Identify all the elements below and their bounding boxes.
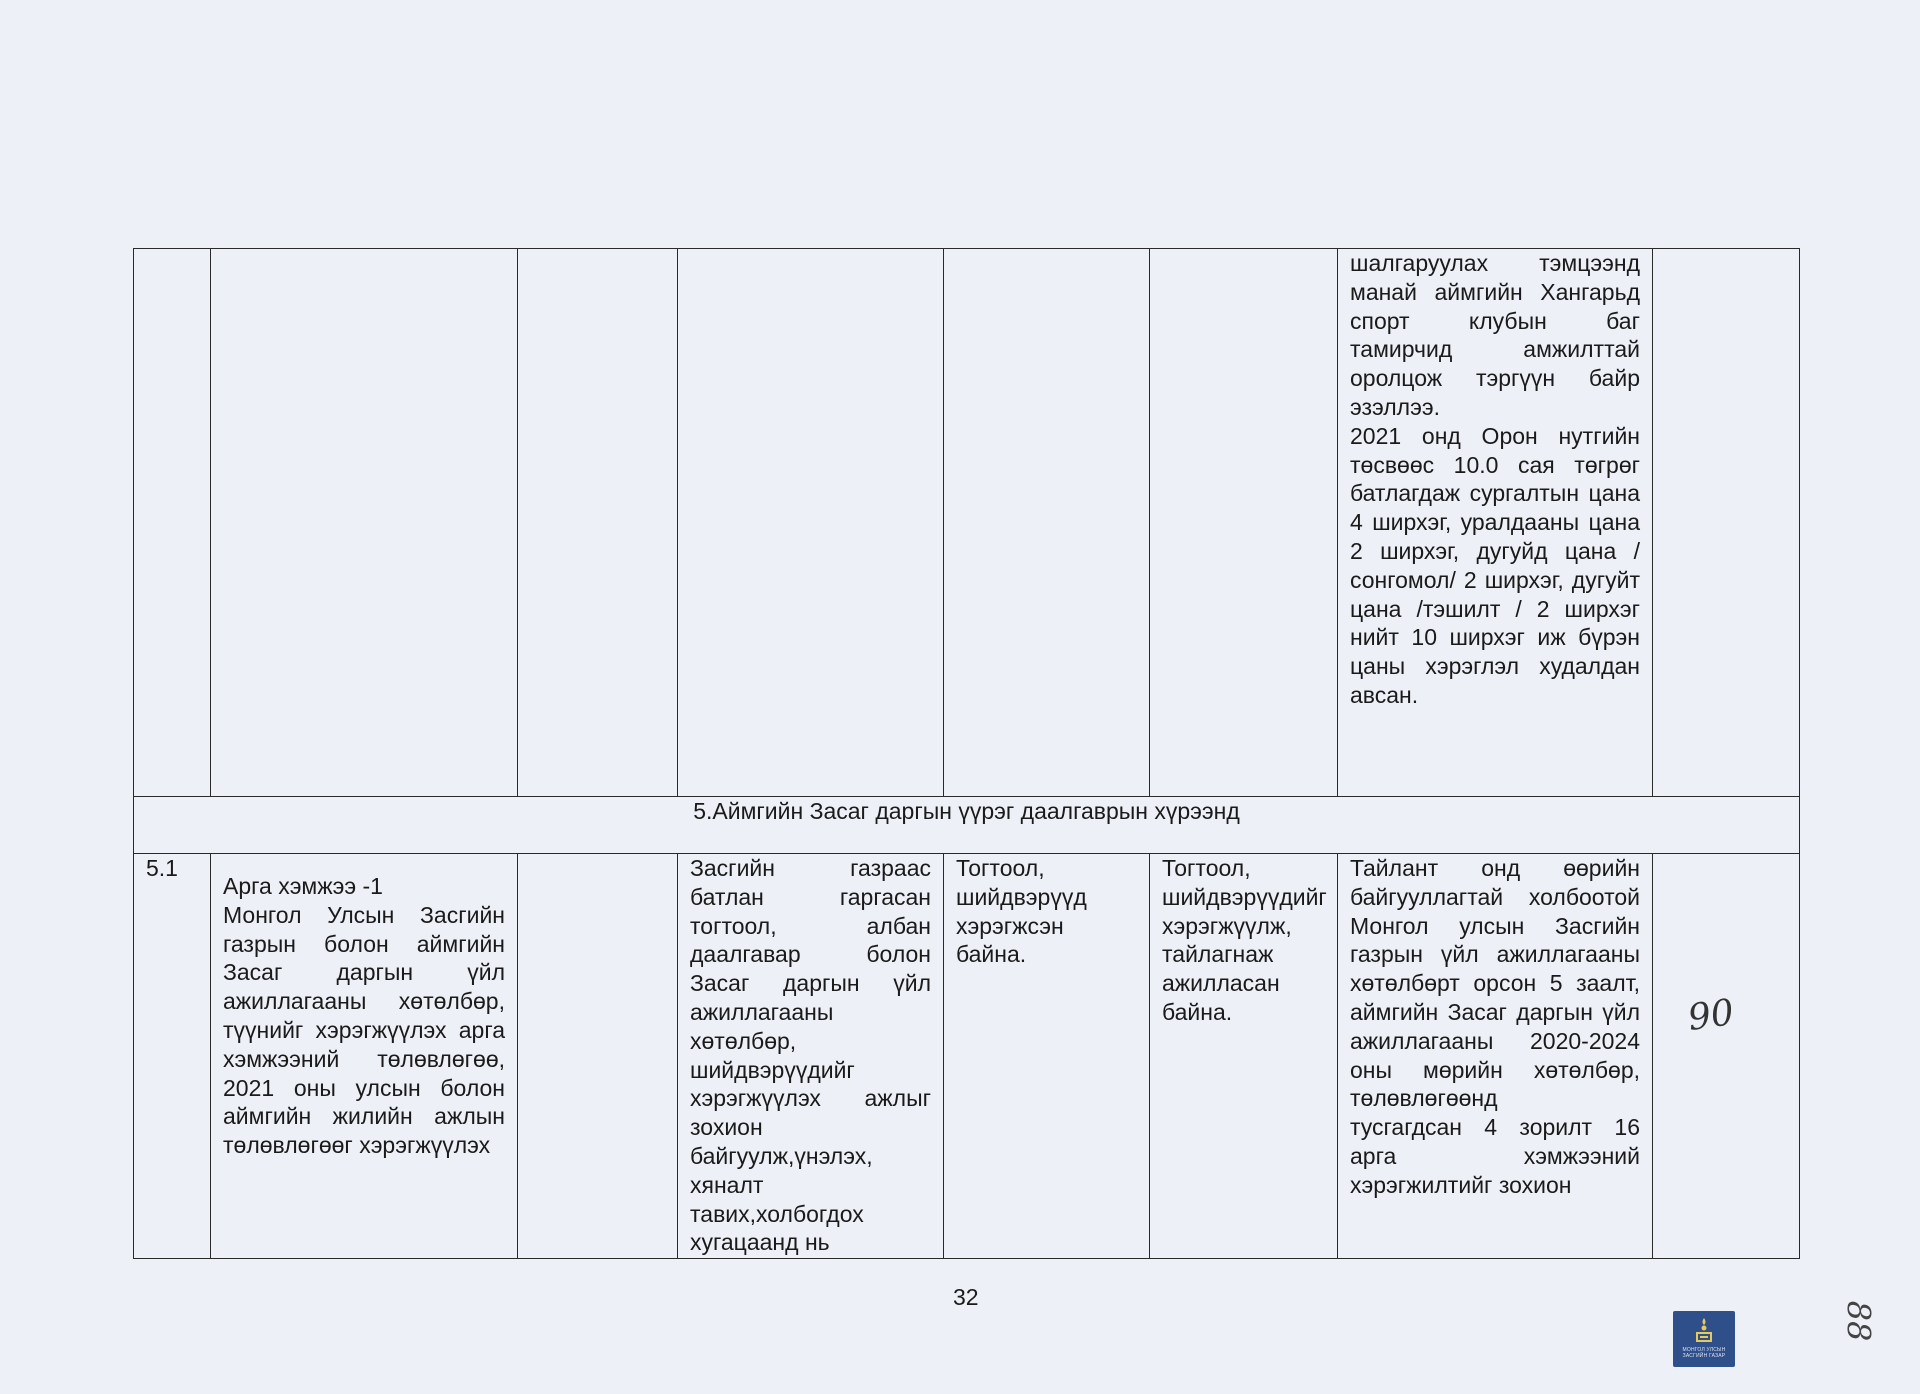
table-row-section <box>134 797 1800 854</box>
handwritten-score: 90 <box>1685 992 1737 1039</box>
cell-score <box>1653 249 1800 797</box>
cell-empty <box>518 249 678 797</box>
table-row-5-1 <box>134 854 1800 1259</box>
handwritten-margin-mark: 88 <box>1839 1300 1878 1342</box>
cell-report-text <box>1338 249 1653 797</box>
section-title: 5.Аймгийн Засаг даргын үүрэг даалгаврын хүрээнд <box>134 797 1800 854</box>
report-paragraph: Тайлант онд өөрийн байгууллагтай холбоотой Монгол улсын Засгийн газрын үйл ажиллагааны хөтөлбөрт орсон 5 заалт, аймгийн Засаг даргын үйл ажиллагааны 2020-2024 оны мөрийн хөтөлбөр, төлөвлөгөөнд <box>1350 855 1640 1112</box>
cell-activity <box>678 249 944 797</box>
cell-number <box>134 249 211 797</box>
report-paragraph: тусгагдсан 4 зорилт 16 арга хэмжээний хэрэгжилтийг зохион <box>1350 1114 1640 1198</box>
soyombo-emblem-icon <box>1693 1316 1715 1344</box>
cell-indicator: Тогтоол, шийдвэрүүд хэрэгжсэн байна. <box>944 854 1150 1259</box>
measure-description: Монгол Улсын Засгийн газрын болон аймгийн Засаг даргын үйл ажиллагааны хөтөлбөр, түүнийг хэрэгжүүлэх арга хэмжээний төлөвлөгөө, 2021 оны улсын болон аймгийн жилийн ажлын төлөвлөгөөг хэрэгжүүлэх <box>223 901 505 1159</box>
logo-line: ЗАСГИЙН ГАЗАР <box>1682 1353 1726 1359</box>
cell-indicator <box>944 249 1150 797</box>
cell-score <box>1653 854 1800 1259</box>
report-paragraph: 2021 онд Орон нутгийн төсвөөс 10.0 сая төгрөг батлагдаж сургалтын цана 4 ширхэг, уралдааны цана 2 ширхэг, дугуйд цана /сонгомол/ 2 ширхэг, дугуйт цана /тэшилт / 2 ширхэг нийт 10 ширхэг иж бүрэн цаны хэрэглэл худалдан авсан. <box>1350 422 1640 708</box>
government-logo <box>1673 1311 1735 1367</box>
cell-number: 5.1 <box>134 854 211 1259</box>
measure-title: Арга хэмжээ -1 <box>223 873 383 899</box>
cell-measure <box>211 854 518 1259</box>
cell-measure <box>211 249 518 797</box>
cell-empty <box>518 854 678 1259</box>
report-table <box>133 248 1800 1259</box>
page-number: 32 <box>953 1284 979 1310</box>
logo-line: МОНГОЛ УЛСЫН <box>1682 1347 1726 1353</box>
table-row-continuation <box>134 249 1800 797</box>
cell-report-text <box>1338 854 1653 1259</box>
cell-result: Тогтоол, шийдвэрүүдийг хэрэгжүүлж, тайлагнаж ажилласан байна. <box>1150 854 1338 1259</box>
cell-activity: Засгийн газраас батлан гаргасан тогтоол, албан даалгавар болон Засаг даргын үйл ажиллагааны хөтөлбөр, шийдвэрүүдийг хэрэгжүүлэх ажлыг зохион байгуулж,үнэлэх, хяналт тавих,холбогдох хугацаанд нь <box>678 854 944 1259</box>
report-paragraph: шалгаруулах тэмцээнд манай аймгийн Хангарьд спорт клубын баг тамирчид амжилттай оролцож тэргүүн байр эзэллээ. <box>1350 250 1640 420</box>
cell-result <box>1150 249 1338 797</box>
